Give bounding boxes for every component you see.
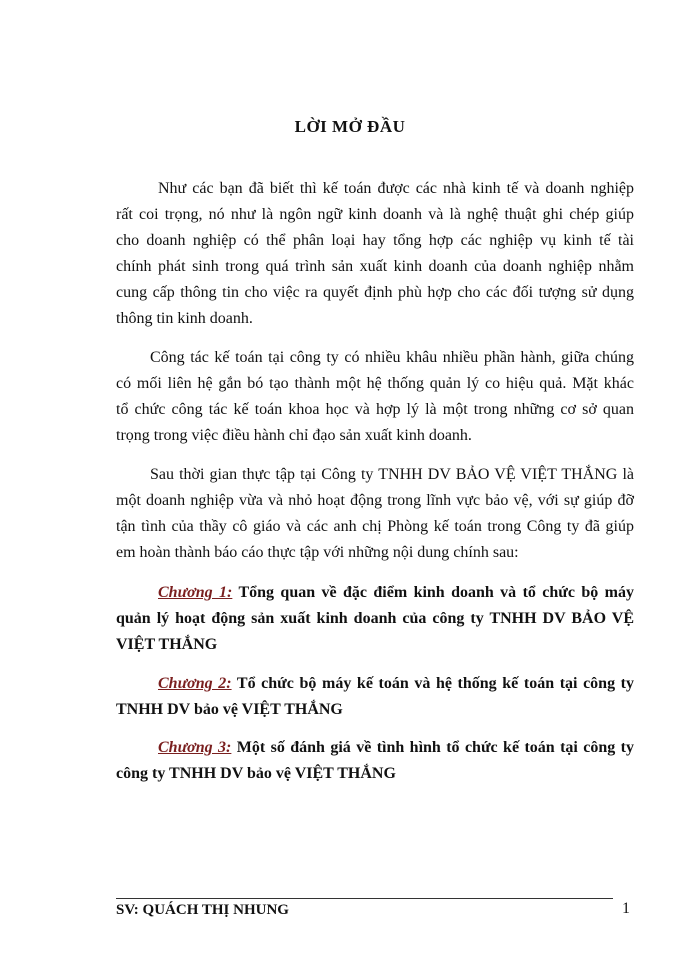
text-line: có mối liên hệ gắn bó tạo thành một hệ thống quản lý co hiệu quả. Mặt khác xyxy=(116,375,634,392)
chapter-1-text: Tổng quan về đặc điểm kinh doanh và tổ chức bộ máy xyxy=(238,584,634,601)
text-line: tận tình của thầy cô giáo và các anh chị Phòng kế toán trong Công ty đã giúp xyxy=(116,518,634,535)
chapter-1 xyxy=(116,580,634,658)
chapter-3-label: Chương 3: xyxy=(158,739,232,756)
text-line: cung cấp thông tin cho việc ra quyết định phù hợp cho các đối tượng sử dụng xyxy=(116,284,634,301)
paragraph-accounting xyxy=(116,345,634,449)
chapter-3-text: Một số đánh giá về tình hình tổ chức kế toán tại công ty xyxy=(236,739,635,756)
paragraph-intro xyxy=(116,176,634,332)
text-line: VIỆT THẮNG xyxy=(116,636,218,653)
chapter-2-text: Tổ chức bộ máy kế toán và hệ thống kế toán tại công ty xyxy=(236,675,635,692)
chapter-3-line-1 xyxy=(116,735,634,761)
chapter-3 xyxy=(116,735,634,787)
text-line: quản lý hoạt động sản xuất kinh doanh của công ty TNHH DV BẢO VỆ xyxy=(116,610,634,627)
chapter-1-line-1 xyxy=(116,580,634,606)
paragraph-internship xyxy=(116,462,634,566)
text-line: em hoàn thành báo cáo thực tập với những nội dung chính sau: xyxy=(116,544,519,561)
text-line: Như các bạn đã biết thì kế toán được các nhà kinh tế và doanh nghiệp xyxy=(158,180,634,197)
chapter-1-label: Chương 1: xyxy=(158,584,233,601)
text-line: chính phát sinh trong quá trình sản xuất kinh doanh của doanh nghiệp nhằm xyxy=(116,258,634,275)
text-line: công ty TNHH DV bảo vệ VIỆT THẮNG xyxy=(116,765,396,782)
text-line: rất coi trọng, nó như là ngôn ngữ kinh doanh và là nghệ thuật ghi chép giúp xyxy=(116,206,634,223)
chapter-2-label: Chương 2: xyxy=(158,675,232,692)
text-line: trọng trong việc điều hành chỉ đạo sản xuất kinh doanh. xyxy=(116,427,472,444)
page-number: 1 xyxy=(622,900,630,917)
text-line: Công tác kế toán tại công ty có nhiều khâu nhiều phần hành, giữa chúng xyxy=(150,349,634,366)
text-line: một doanh nghiệp vừa và nhỏ hoạt động trong lĩnh vực bảo vệ, với sự giúp đỡ xyxy=(116,492,634,509)
chapter-2-line-1 xyxy=(116,671,634,697)
text-line: Sau thời gian thực tập tại Công ty TNHH DV BẢO VỆ VIỆT THẮNG là xyxy=(150,466,634,483)
footer-author: SV: QUÁCH THỊ NHUNG xyxy=(116,902,289,918)
page-title: LỜI MỞ ĐẦU xyxy=(294,117,406,136)
footer-divider xyxy=(116,898,613,899)
text-line: thông tin kinh doanh. xyxy=(116,310,253,327)
text-line: cho doanh nghiệp có thể phân loại hay tổng hợp các nghiệp vụ kinh tế tài xyxy=(116,232,634,249)
chapter-2 xyxy=(116,671,634,723)
text-line: TNHH DV bảo vệ VIỆT THẮNG xyxy=(116,701,343,718)
text-line: tổ chức công tác kế toán khoa học và hợp lý là một trong những cơ sở quan xyxy=(116,401,634,418)
